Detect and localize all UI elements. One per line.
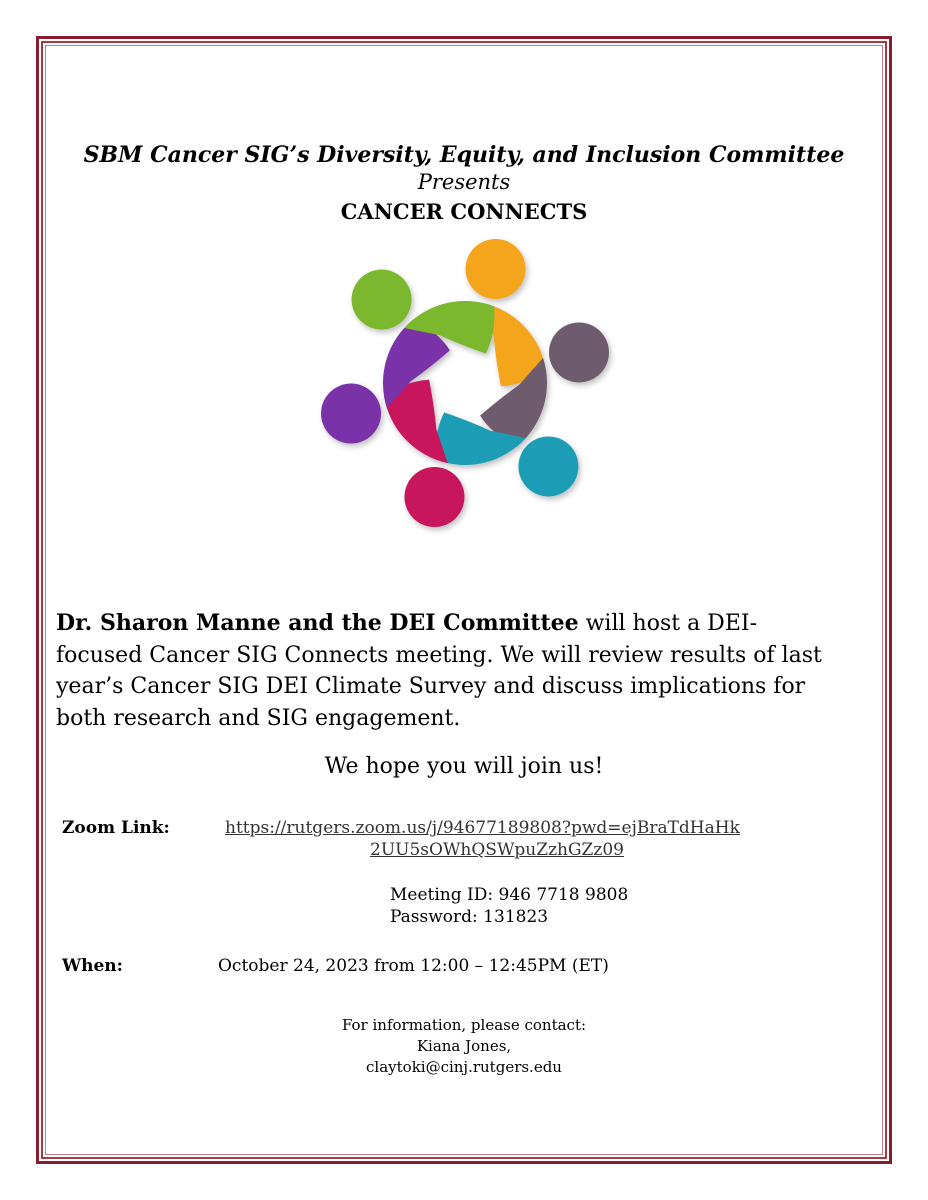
meeting-id: Meeting ID: 946 7718 9808 — [390, 885, 629, 905]
when-label: When: — [62, 956, 123, 976]
description-host-names: Dr. Sharon Manne and the DEI Committee — [56, 610, 579, 636]
contact-name: Kiana Jones, — [416, 1037, 512, 1055]
logo-figure-head — [466, 239, 526, 299]
logo-figure-head — [352, 270, 412, 330]
zoom-link-line-1[interactable]: https://rutgers.zoom.us/j/94677189808?pwd=ejBraTdHaHk — [225, 818, 740, 838]
logo-figure-head — [404, 467, 464, 527]
description-paragraph — [56, 608, 886, 734]
description-line-3: year’s Cancer SIG DEI Climate Survey and discuss implications for — [56, 674, 806, 699]
description-line-4: both research and SIG engagement. — [56, 705, 461, 731]
zoom-link-line-2[interactable]: 2UU5sOWhQSWpuZzhGZz09 — [370, 840, 624, 860]
committee-title: SBM Cancer SIG’s Diversity, Equity, and Inclusion Committee — [83, 142, 845, 168]
presents-text: Presents — [417, 170, 511, 194]
logo-figure-head — [321, 384, 381, 444]
description-line-1-rest: will host a DEI- — [578, 611, 758, 636]
when-value: October 24, 2023 from 12:00 – 12:45PM (ET) — [218, 956, 609, 976]
contact-email: claytoki@cinj.rutgers.edu — [366, 1058, 562, 1076]
event-name: CANCER CONNECTS — [340, 199, 588, 224]
logo-figure-head — [518, 436, 578, 496]
meeting-password: Password: 131823 — [390, 907, 549, 927]
people-circle-logo — [300, 228, 630, 548]
logo-figure-head — [549, 322, 609, 382]
description-line-2: focused Cancer SIG Connects meeting. We will review results of last — [56, 642, 822, 668]
contact-heading: For information, please contact: — [341, 1016, 587, 1034]
zoom-link-label: Zoom Link: — [62, 818, 170, 838]
description-line-1 — [56, 608, 886, 640]
invite-text: We hope you will join us! — [324, 754, 604, 779]
